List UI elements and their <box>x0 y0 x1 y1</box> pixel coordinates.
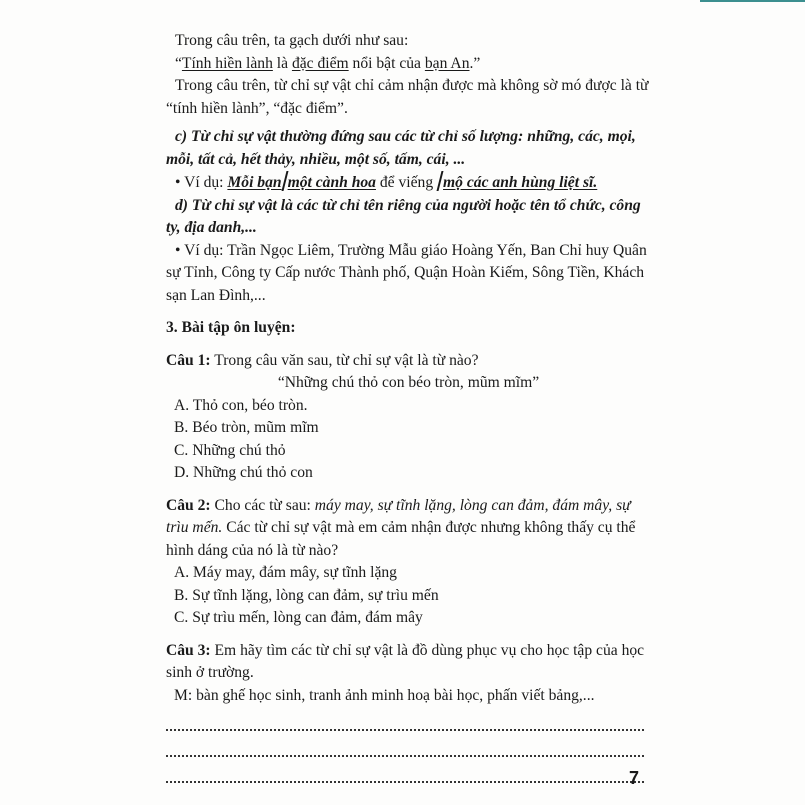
question-2-label: Câu 2: <box>166 496 211 514</box>
question-1-label: Câu 1: <box>166 351 211 369</box>
underlined-sentence <box>166 53 651 76</box>
underlined-word-1: Tính hiền lành <box>181 54 273 72</box>
question-2 <box>166 495 651 563</box>
question-2-text-post: Các từ chỉ sự vật mà em cảm nhận được nhưng không thấy cụ thể hình dáng của nó là từ nào? <box>166 519 636 559</box>
question-3-label: Câu 3: <box>166 641 211 659</box>
question-1-text: Trong câu văn sau, từ chỉ sự vật là từ nào? <box>210 351 479 369</box>
quote-open: “ <box>175 54 182 72</box>
rule-d-heading: d) Từ chỉ sự vật là các từ chỉ tên riêng của người hoặc tên tổ chức, công ty, địa danh,... <box>166 196 641 236</box>
example-prefix: • Ví dụ: <box>175 174 228 191</box>
answer-line-3[interactable] <box>166 759 644 783</box>
answer-line-1[interactable] <box>166 707 644 731</box>
underlined-word-3: bạn An <box>424 54 470 72</box>
quote-close: .” <box>469 54 481 72</box>
section-3-title: 3. Bài tập ôn luyện: <box>166 319 296 336</box>
sentence-text-2: nổi bật của <box>348 54 425 72</box>
answer-line-2[interactable] <box>166 733 644 757</box>
explanation-paragraph: Trong câu trên, từ chỉ sự vật chỉ cảm nhận được mà không sờ mó được là từ “tính hiền lành”, “đặc điểm”. <box>166 77 649 117</box>
question-3-example: M: bàn ghế học sinh, tranh ảnh minh hoạ bài học, phấn viết bảng,... <box>174 686 595 704</box>
example-phrase-1: Mỗi bạn <box>227 174 282 191</box>
question-3-text: Em hãy tìm các từ chỉ sự vật là đồ dùng phục vụ cho học tập của học sinh ở trường. <box>166 641 645 681</box>
top-accent-line <box>700 0 805 2</box>
sentence-text-1: là <box>272 54 292 72</box>
example-middle-text: để viếng <box>375 174 438 191</box>
question-1-option-a: A. Thỏ con, béo tròn. <box>174 396 308 414</box>
page-number: 7 <box>629 768 640 788</box>
rule-c-heading: c) Từ chỉ sự vật thường đứng sau các từ chỉ số lượng: những, các, mọi, mỗi, tất cả, hết thảy, nhiều, một số, tấm, cái, ... <box>166 128 636 168</box>
question-2-option-b: B. Sự tĩnh lặng, lòng can đảm, sự trìu mến <box>174 586 439 604</box>
underlined-word-2: đặc điểm <box>291 54 349 72</box>
question-2-text-pre: Cho các từ sau: <box>210 496 315 514</box>
page-content <box>166 30 651 785</box>
question-1 <box>166 350 651 373</box>
rule-c-example <box>166 171 651 195</box>
example-phrase-2: một cành hoa <box>287 174 376 191</box>
question-1-option-c: C. Những chú thỏ <box>174 441 286 459</box>
question-3 <box>166 640 651 685</box>
question-1-option-d: D. Những chú thỏ con <box>174 464 313 481</box>
example-phrase-3: mộ các anh hùng liệt sĩ. <box>443 174 598 191</box>
question-2-option-a: A. Máy may, đám mây, sự tĩnh lặng <box>174 564 397 581</box>
question-2-option-c: C. Sự trìu mến, lòng can đảm, đám mây <box>174 609 423 626</box>
rule-d-example: • Ví dụ: Trần Ngọc Liêm, Trường Mẫu giáo Hoàng Yến, Ban Chỉ huy Quân sự Tỉnh, Công ty Cấp nước Thành phố, Quận Hoàn Kiếm, Sông Tiền, Khách sạn Lan Đình,... <box>166 241 647 304</box>
question-1-quote: “Những chú thỏ con béo tròn, mũm mĩm” <box>277 374 540 391</box>
question-2-words: máy may, sự tĩnh lặng, lòng can đảm, đám mây, sự trìu mến. <box>166 496 631 536</box>
intro-line: Trong câu trên, ta gạch dưới như sau: <box>175 32 409 49</box>
question-1-option-b: B. Béo tròn, mũm mĩm <box>174 419 319 436</box>
